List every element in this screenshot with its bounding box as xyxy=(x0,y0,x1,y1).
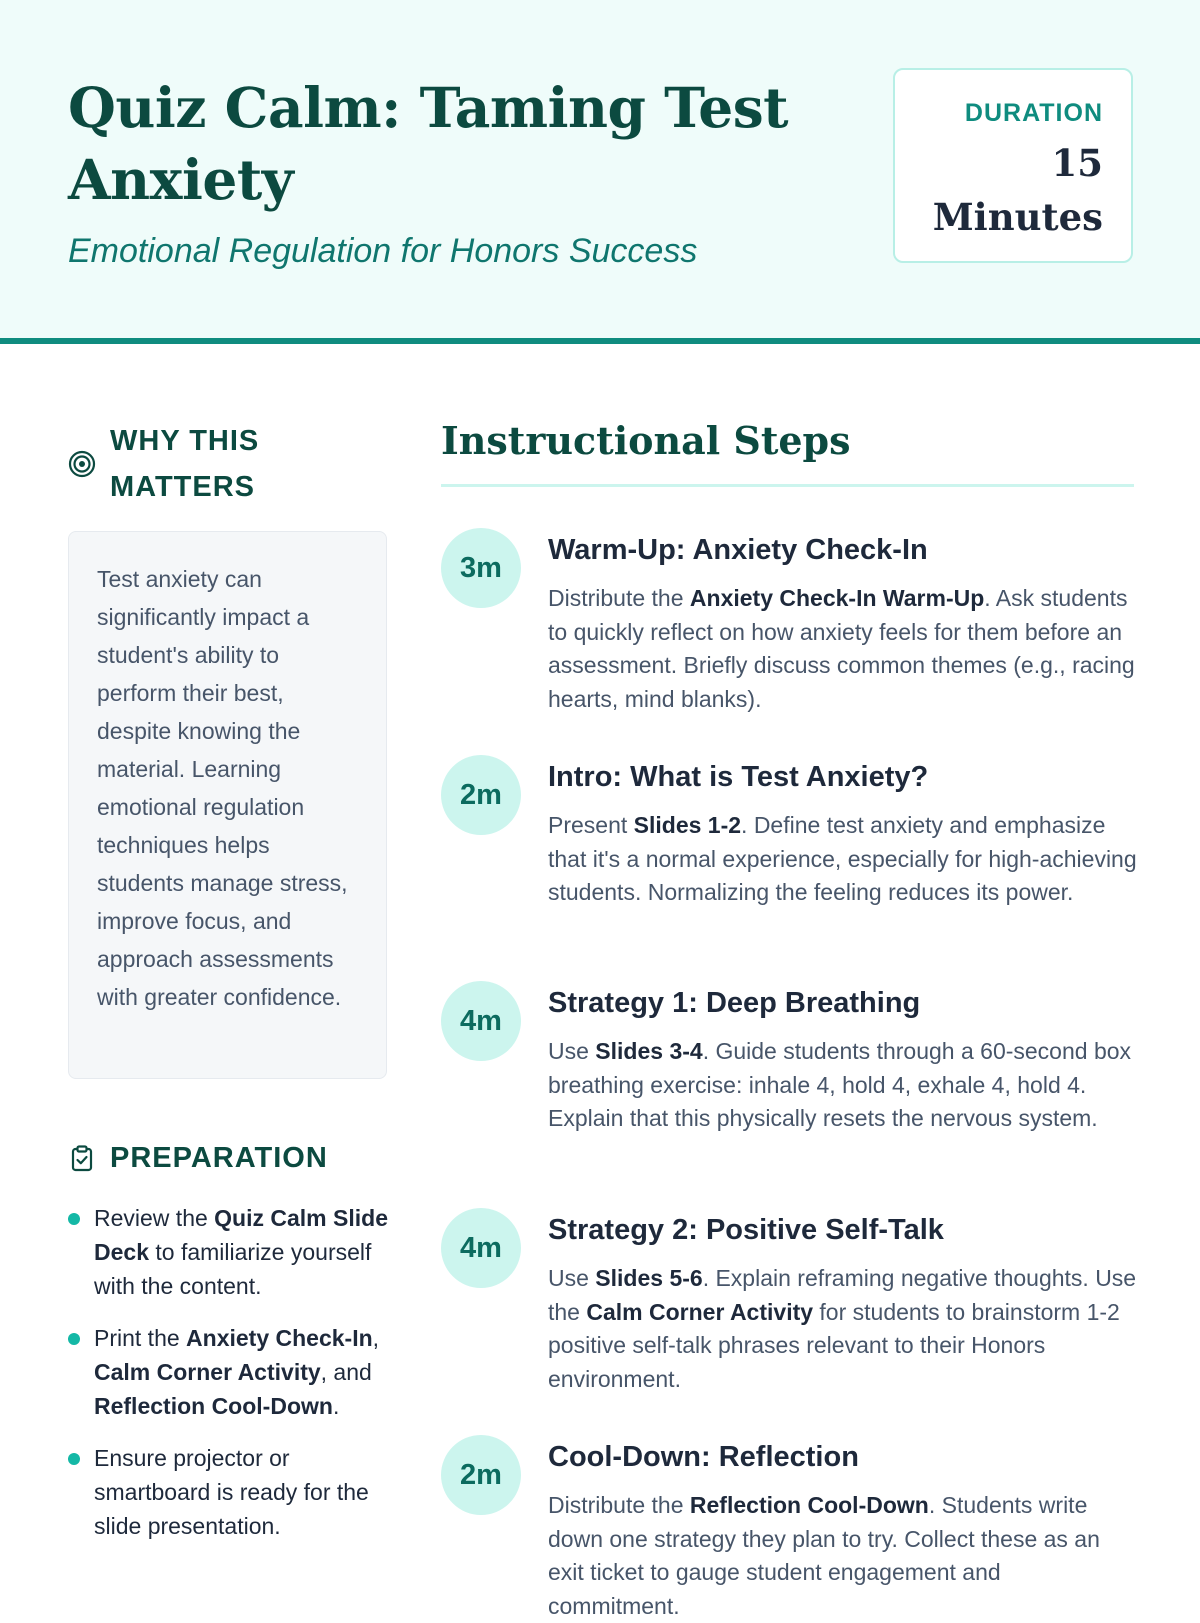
step-title: Cool-Down: Reflection xyxy=(548,1441,859,1473)
duration-card xyxy=(893,68,1133,263)
lesson-header xyxy=(0,0,1200,344)
step-description: Present Slides 1-2. Define test anxiety and emphasize that it's a normal experience, especially for high-achieving students. Normalizing the feeling reduces its power. xyxy=(548,812,1137,905)
preparation-section-heading xyxy=(68,1135,328,1181)
time-badge: 2m xyxy=(441,755,521,835)
why-section-heading xyxy=(68,418,368,510)
step-title: Strategy 2: Positive Self-Talk xyxy=(548,1214,944,1246)
steps-heading: Instructional Steps xyxy=(441,418,851,463)
why-heading-label: WHY THIS MATTERS xyxy=(110,425,260,503)
time-badge: 3m xyxy=(441,528,521,608)
target-icon xyxy=(68,450,96,478)
page-subtitle: Emotional Regulation for Honors Success xyxy=(68,232,698,270)
step-description: Distribute the Anxiety Check-In Warm-Up. Ask students to quickly reflect on how anxiety feels for them before an assessment. Briefly discuss common themes (e.g., racing hearts, mind blanks). xyxy=(548,585,1135,712)
page-title: Quiz Calm: Taming Test Anxiety xyxy=(68,75,789,212)
duration-label: DURATION xyxy=(964,99,1103,127)
bullet-dot-icon xyxy=(68,1453,80,1465)
bullet-dot-icon xyxy=(68,1213,80,1225)
step-description: Distribute the Reflection Cool-Down. Students write down one strategy they plan to try. Collect these as an exit ticket to gauge student engagement and commitment. xyxy=(548,1492,1100,1619)
preparation-list xyxy=(68,1201,388,1561)
step-description: Use Slides 3-4. Guide students through a 60-second box breathing exercise: inhale 4, hold 4, exhale 4, hold 4. Explain that this physically resets the nervous system. xyxy=(548,1038,1132,1131)
duration-value: 15 Minutes xyxy=(932,141,1103,239)
preparation-heading-label: PREPARATION xyxy=(110,1142,328,1174)
list-item: Review the Quiz Calm Slide Deck to familiarize yourself with the content. xyxy=(68,1201,388,1303)
step-title: Strategy 1: Deep Breathing xyxy=(548,987,921,1019)
list-item: Ensure projector or smartboard is ready for the slide presentation. xyxy=(68,1441,388,1543)
time-badge: 4m xyxy=(441,1208,521,1288)
why-card xyxy=(68,531,387,1079)
clipboard-check-icon xyxy=(68,1144,96,1172)
list-item: Print the Anxiety Check-In, Calm Corner Activity, and Reflection Cool-Down. xyxy=(68,1321,388,1423)
time-badge: 4m xyxy=(441,981,521,1061)
time-badge: 2m xyxy=(441,1435,521,1515)
divider xyxy=(441,484,1134,487)
step-description: Use Slides 5-6. Explain reframing negative thoughts. Use the Calm Corner Activity for students to brainstorm 1-2 positive self-talk phrases relevant to their Honors environment. xyxy=(548,1265,1137,1392)
step-title: Warm-Up: Anxiety Check-In xyxy=(548,534,928,566)
step-title: Intro: What is Test Anxiety? xyxy=(548,761,929,793)
bullet-dot-icon xyxy=(68,1333,80,1345)
why-body: Test anxiety can significantly impact a student's ability to perform their best, despite knowing the material. Learning emotional regulation techniques helps students manage stress, improve focus, and approach assessments with greater confidence. xyxy=(97,566,348,1010)
